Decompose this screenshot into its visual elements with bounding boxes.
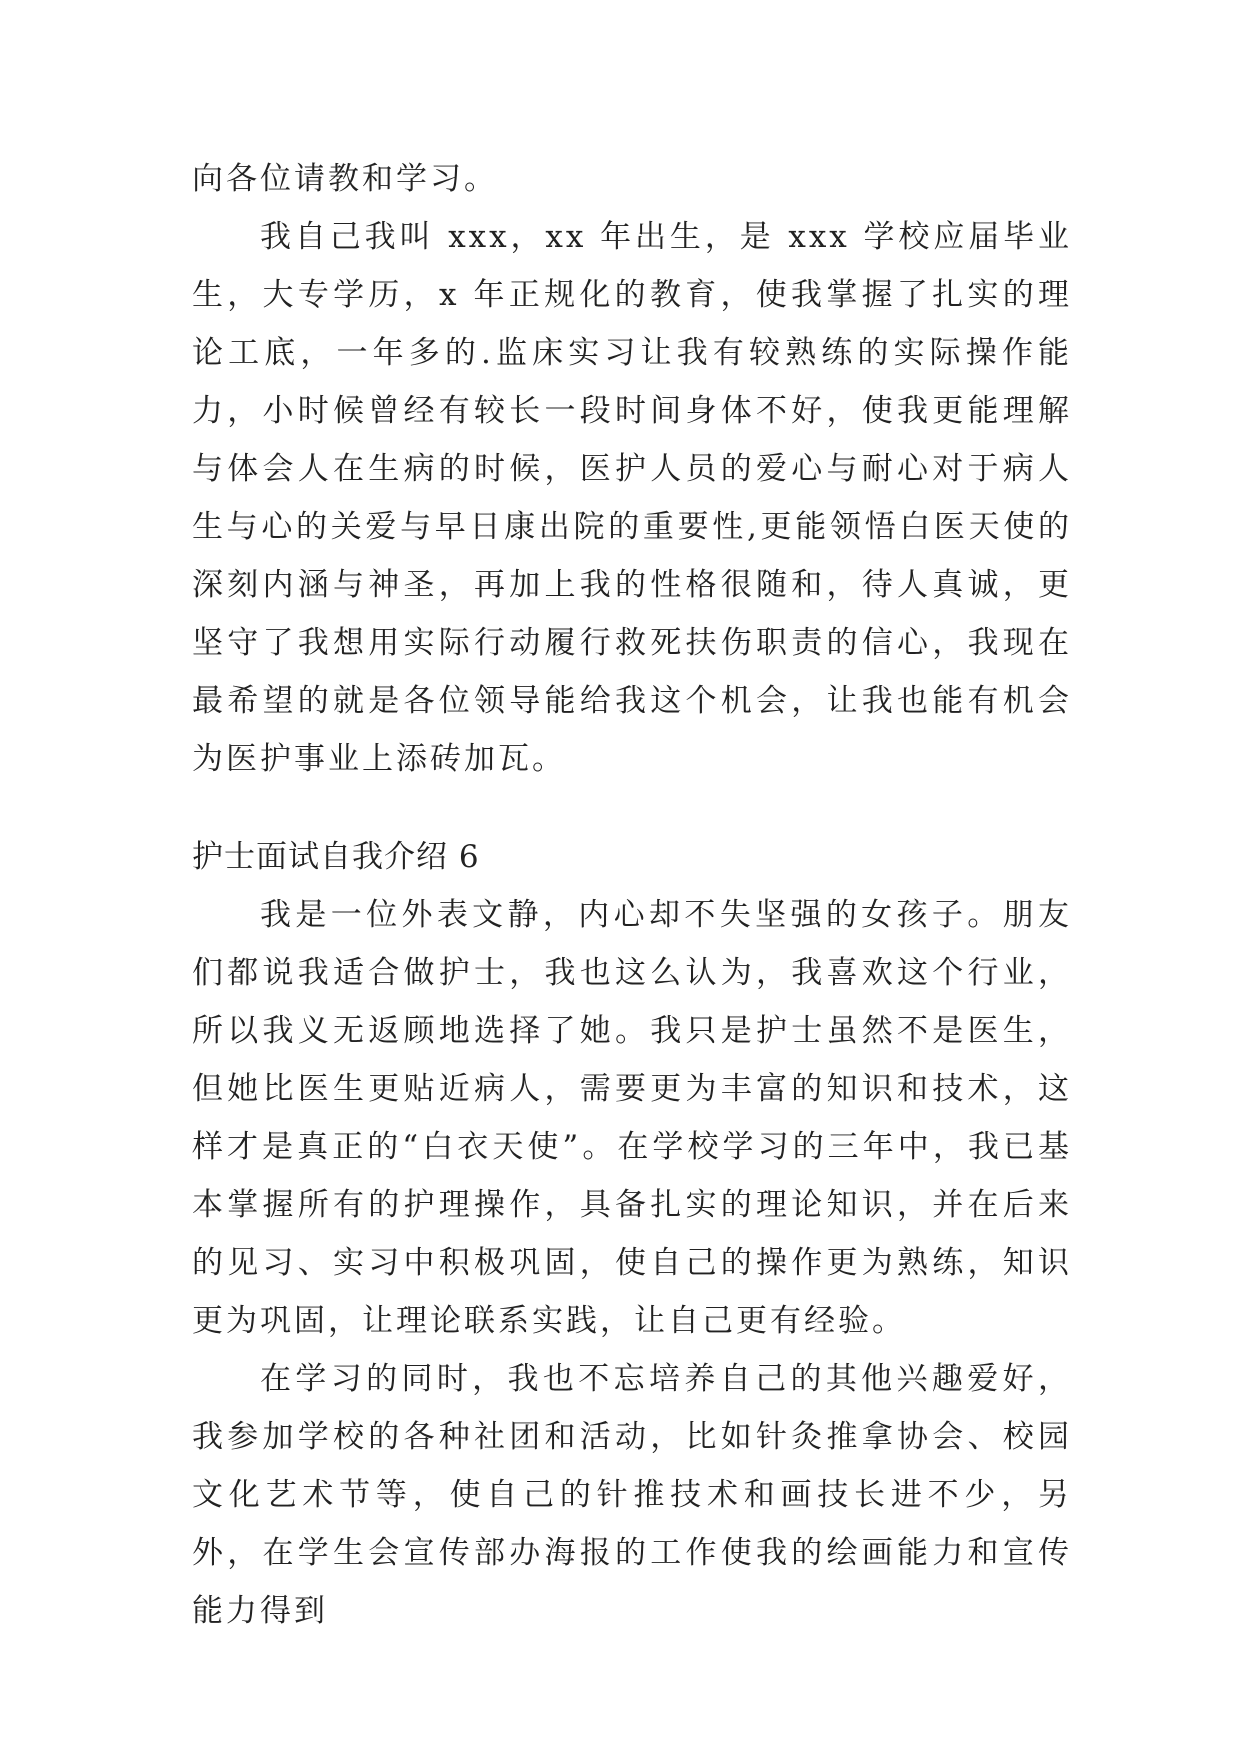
paragraph-self-intro: 我自己我叫 xxx，xx 年出生，是 xxx 学校应届毕业生，大专学历，x 年正规化的教育，使我掌握了扎实的理论工底，一年多的.监床实习让我有较熟练的实际操作能力，小时候曾经有较长一段时间身体不好，使我更能理解与体会人在生病的时候，医护人员的爱心与耐心对于病人生与心的关爱与早日康出院的重要性,更能领悟白医天使的深刻内涵与神圣，再加上我的性格很随和，待人真诚，更坚守了我想用实际行动履行救死扶伤职责的信心，我现在最希望的就是各位领导能给我这个机会，让我也能有机会为医护事业上添砖加瓦。: [192, 219, 1072, 777]
paragraph-continuation: 向各位请教和学习。: [192, 161, 498, 197]
document-page: [192, 150, 1072, 1640]
paragraph-section-1: 我是一位外表文静，内心却不失坚强的女孩子。朋友们都说我适合做护士，我也这么认为，我喜欢这个行业，所以我义无返顾地选择了她。我只是护士虽然不是医生，但她比医生更贴近病人，需要更为丰富的知识和技术，这样才是真正的“白衣天使”。在学校学习的三年中，我已基本掌握所有的护理操作，具备扎实的理论知识，并在后来的见习、实习中积极巩固，使自己的操作更为熟练，知识更为巩固，让理论联系实践，让自己更有经验。: [192, 897, 1072, 1339]
section-heading: 护士面试自我介绍 6: [192, 839, 480, 875]
paragraph-section-2: 在学习的同时，我也不忘培养自己的其他兴趣爱好，我参加学校的各种社团和活动，比如针灸推拿协会、校园文化艺术节等，使自己的针推技术和画技长进不少，另外，在学生会宣传部办海报的工作使我的绘画能力和宣传能力得到: [192, 1361, 1072, 1629]
